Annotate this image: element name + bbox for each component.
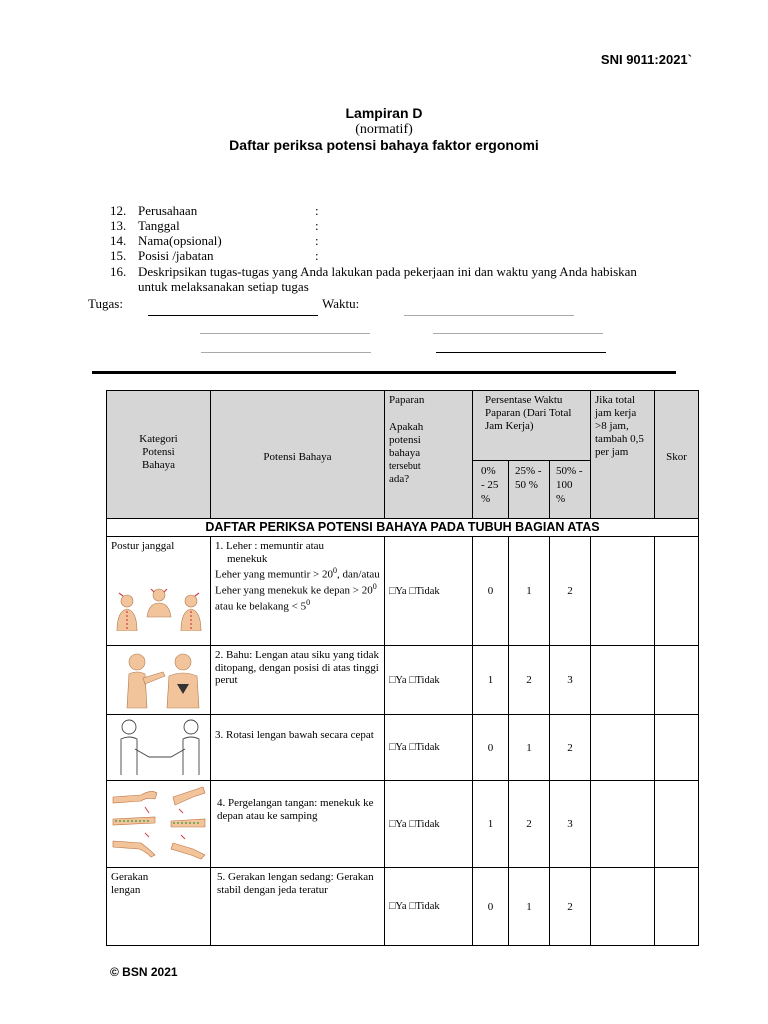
field-label: Nama(opsional) [138,233,222,248]
row-category [107,715,211,781]
section-title: DAFTAR PERIKSA POTENSI BAHAYA PADA TUBUH BAGIAN ATAS [107,519,699,537]
field-number: 13. [110,218,127,233]
row-category [107,646,211,715]
row-title-2: menekuk [227,552,268,565]
score-1[interactable]: 1 [473,646,509,715]
extra-hours-cell[interactable] [591,868,655,946]
extra-hours-cell[interactable] [591,646,655,715]
field-number: 12. [110,203,127,218]
tugas-line-1[interactable] [148,315,318,316]
row-category [107,781,211,868]
degree-sup: 0 [306,598,311,608]
header-p1: 0% - 25 % [473,461,509,519]
waktu-line-3[interactable] [436,352,606,353]
score-2[interactable]: 1 [509,537,550,646]
score-2[interactable]: 1 [509,715,550,781]
header-p3: 50% - 100 % [550,461,591,519]
skor-cell[interactable] [655,781,699,868]
forearm-rotation-illustration [113,717,207,777]
skor-cell[interactable] [655,868,699,946]
score-3[interactable]: 2 [550,537,591,646]
waktu-label: Waktu: [322,296,360,311]
paparan-question-3: ada? [389,473,410,485]
score-2[interactable]: 2 [509,781,550,868]
row-description: 3. Rotasi lengan bawah secara cepat [211,715,385,781]
extra-hours-cell[interactable] [591,537,655,646]
score-1[interactable]: 0 [473,715,509,781]
field-perusahaan [110,203,316,218]
score-3[interactable]: 2 [550,715,591,781]
header-potensi: Potensi Bahaya [211,391,385,519]
score-3[interactable]: 3 [550,781,591,868]
field-posisi [110,248,316,263]
score-1[interactable]: 1 [473,781,509,868]
skor-cell[interactable] [655,715,699,781]
shoulder-posture-illustration [117,650,207,710]
wrist-posture-illustration [111,785,207,861]
row-option[interactable]: □Ya □Tidak [385,646,473,715]
score-2[interactable]: 1 [509,868,550,946]
table-row [107,646,699,715]
score-1[interactable]: 0 [473,537,509,646]
header-persentase: Persentase Waktu Paparan (Dari Total Jam Kerja) [473,391,591,461]
score-1[interactable]: 0 [473,868,509,946]
extra-hours-cell[interactable] [591,781,655,868]
row-option[interactable]: □Ya □Tidak [385,715,473,781]
field-number: 15. [110,248,127,263]
field-nama [110,233,316,248]
appendix-heading: Daftar periksa potensi bahaya faktor ergonomi [229,137,539,153]
field-description: Deskripsikan tugas-tugas yang Anda lakukan pada pekerjaan ini dan waktu yang Anda habiskan untuk melaksanakan setiap tugas [138,264,637,294]
table-row [107,537,699,646]
field-label: Tanggal [138,218,180,233]
row-title: 1. Leher : memuntir atau [215,540,325,552]
header-jika: Jika total jam kerja >8 jam, tambah 0,5 per jam [591,391,655,519]
tugas-label: Tugas: [88,296,123,311]
field-label: Perusahaan [138,203,198,218]
degree-sup: 0 [372,582,377,592]
paparan-question: Apakah potensi bahaya [389,421,424,459]
header-paparan [385,391,473,519]
row-desc-3: atau ke belakang < 5 [215,600,307,613]
row-option[interactable]: □Ya □Tidak [385,537,473,646]
row-description: 5. Gerakan lengan sedang: Gerakan stabil dengan jeda teratur [211,868,385,946]
field-colon: : [315,218,319,233]
field-label: Posisi /jabatan [138,248,214,263]
score-2[interactable]: 2 [509,646,550,715]
row-desc-1: Leher yang memuntir > 20 [215,568,334,581]
waktu-line-2[interactable] [433,333,603,334]
footer-copyright: © BSN 2021 [110,965,178,979]
row-description: 2. Bahu: Lengan atau siku yang tidak ditopang, dengan posisi di atas tinggi perut [211,646,385,715]
row-desc-2: , dan/atau Leher yang menekuk ke depan > 20 [215,568,380,597]
table-row [107,868,699,946]
row-option[interactable]: □Ya □Tidak [385,781,473,868]
tugas-line-2[interactable] [200,333,370,334]
header-kategori: Kategori Potensi Bahaya [107,391,211,519]
document-code: SNI 9011:2021` [600,52,692,67]
field-number: 14. [110,233,127,248]
row-category: Postur janggal [107,537,211,646]
tugas-line-3[interactable] [201,352,371,353]
row-option[interactable]: □Ya □Tidak [385,868,473,946]
neck-posture-illustration [111,587,207,631]
row-category: Gerakan lengan [107,868,211,946]
checklist-table [106,390,699,946]
table-row [107,781,699,868]
degree-sup: 0 [333,566,338,575]
field-colon: : [315,233,319,248]
paparan-question-2: tersebut [389,461,421,472]
waktu-line-1[interactable] [404,315,574,316]
score-3[interactable]: 3 [550,646,591,715]
row-description: 4. Pergelangan tangan: menekuk ke depan atau ke samping [211,781,385,868]
paparan-label: Paparan [389,394,425,406]
field-number: 16. [110,264,127,279]
section-divider [92,371,676,374]
score-3[interactable]: 2 [550,868,591,946]
table-row [107,715,699,781]
row-description [211,537,385,646]
header-p2: 25% - 50 % [509,461,550,519]
appendix-title: Lampiran D [345,105,423,121]
field-tanggal [110,218,316,233]
extra-hours-cell[interactable] [591,715,655,781]
skor-cell[interactable] [655,646,699,715]
field-colon: : [315,203,319,218]
appendix-subtitle: (normatif) [355,122,413,137]
header-skor: Skor [655,391,699,519]
skor-cell[interactable] [655,537,699,646]
field-colon: : [315,248,319,263]
